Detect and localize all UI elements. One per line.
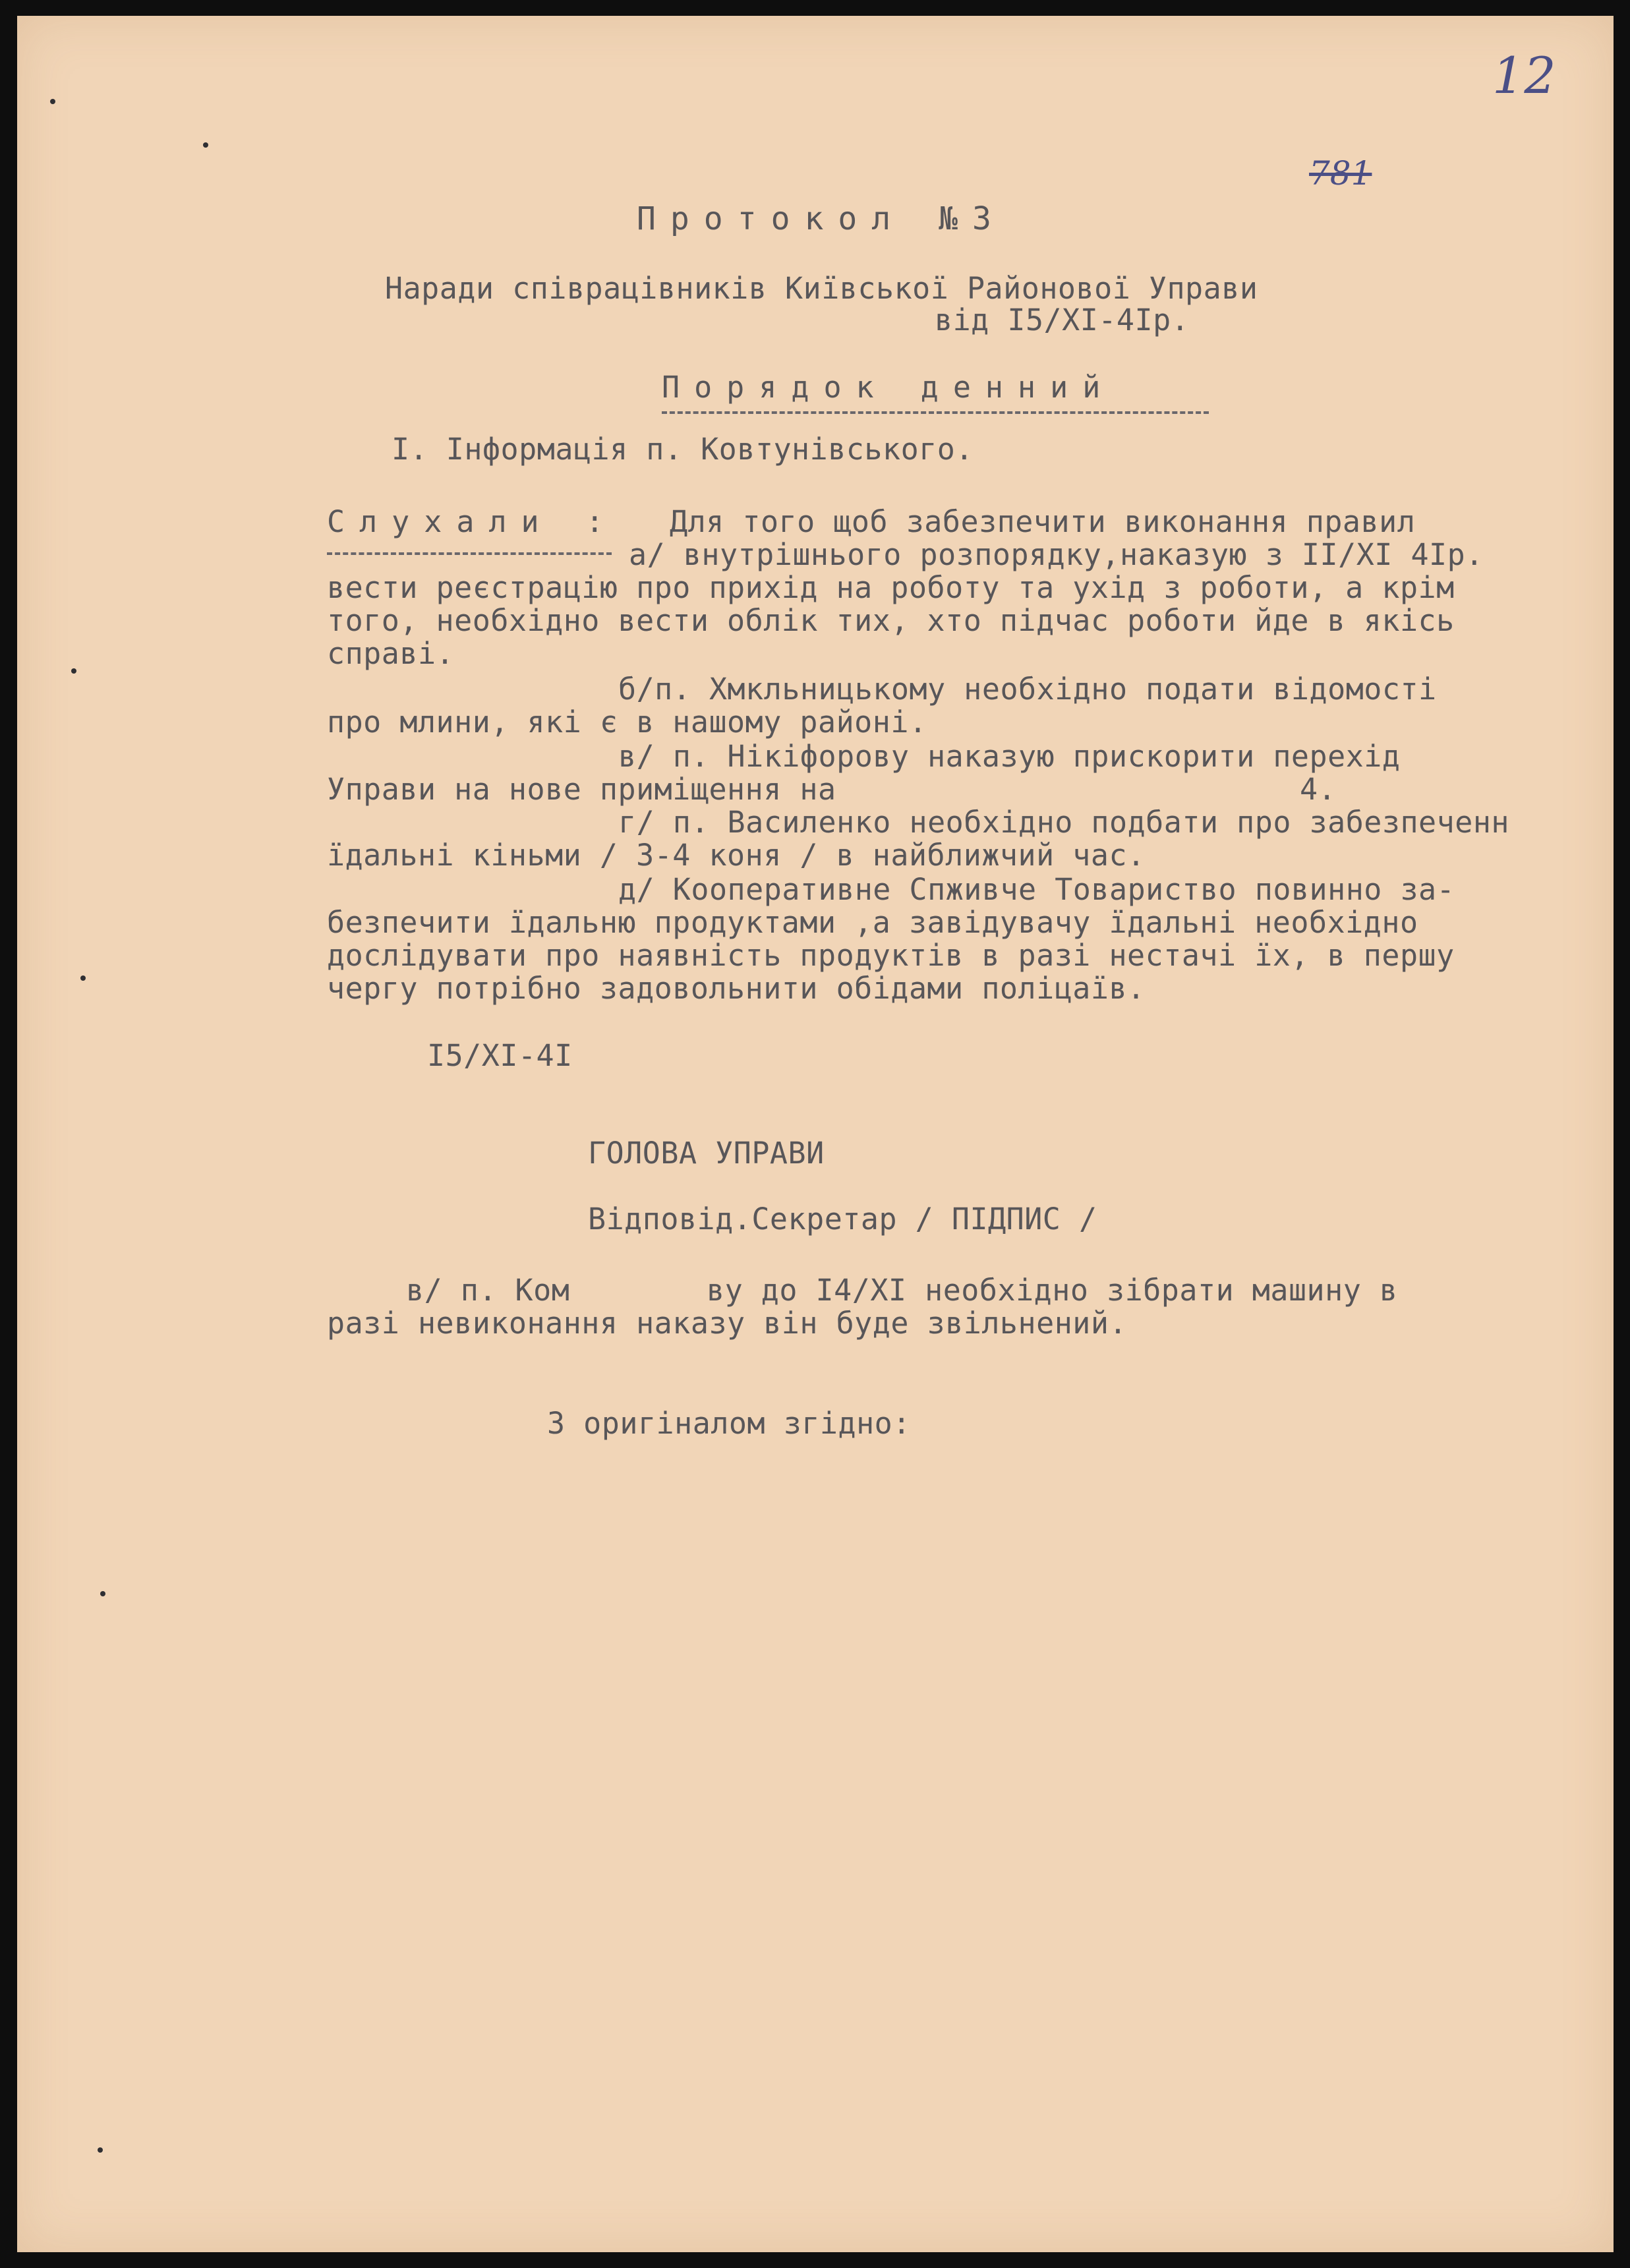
binding-hole-mark bbox=[98, 2147, 103, 2153]
agenda-heading: Порядок денний bbox=[662, 370, 1115, 405]
page-number: 12 bbox=[1492, 46, 1556, 105]
certification: З оригіналом згідно: bbox=[547, 1406, 911, 1441]
body-line-11: їдальні кіньми / 3-4 коня / в найближчий час. bbox=[327, 838, 1146, 873]
agenda-item: І. Інформація п. Ковтунівського. bbox=[392, 432, 974, 467]
document-page bbox=[17, 16, 1614, 2252]
secretary-signature: Відповід.Секретар / ПІДПИС / bbox=[588, 1202, 1097, 1236]
document-date: І5/ХІ-4І bbox=[427, 1038, 573, 1073]
head-signature: ГОЛОВА УПРАВИ bbox=[588, 1136, 825, 1171]
body-line-9: Управи на нове приміщення на bbox=[327, 772, 836, 807]
body-line-6: б/п. Хмкльницькому необхідно подати відомості bbox=[618, 672, 1437, 707]
body-line-13: безпечити їдальню продуктами ,а завідувачу їдальні необхідно bbox=[327, 905, 1418, 940]
body-line-8: в/ п. Нікіфорову наказую прискорити перехід bbox=[618, 739, 1401, 774]
body-line-14: дослідувати про наявність продуктів в разі нестачі їх, в першу bbox=[327, 938, 1455, 973]
body-line-2: а/ внутрішнього розпорядку,наказую з ІІ/ХІ 4Ір. bbox=[629, 537, 1484, 572]
document-title: Протокол №3 bbox=[637, 200, 1006, 237]
binding-hole-mark bbox=[203, 142, 208, 148]
body-line-12: д/ Кооперативне Спживче Товариство повинно за- bbox=[618, 872, 1455, 907]
body-line-9-suffix: 4. bbox=[1300, 772, 1337, 807]
binding-hole-mark bbox=[100, 1591, 105, 1596]
body-line-5: справі. bbox=[327, 636, 455, 671]
heard-label: Слухали : bbox=[327, 504, 618, 539]
heard-label-underline bbox=[327, 552, 612, 555]
binding-hole-mark bbox=[50, 99, 55, 104]
addendum-line2: разі невиконання наказу він буде звільнений. bbox=[327, 1306, 1128, 1341]
document-subtitle-line2: від І5/ХІ-4Ір. bbox=[935, 303, 1190, 337]
body-line-10: г/ п. Василенко необхідно подбати про забезпеченн bbox=[618, 805, 1510, 840]
document-subtitle-line1: Наради співрацівників Київської Районової Управи bbox=[385, 271, 1258, 306]
addendum-line1-end: ву до І4/ХІ необхідно зібрати машину в bbox=[707, 1273, 1398, 1308]
agenda-heading-underline bbox=[662, 411, 1209, 414]
body-line-1: Для того щоб забезпечити виконання правил bbox=[670, 504, 1416, 539]
binding-hole-mark bbox=[71, 668, 76, 674]
body-line-4: того, необхідно вести облік тих, хто підчас роботи йде в якісь bbox=[327, 603, 1455, 638]
archive-number: 781 bbox=[1309, 154, 1372, 192]
body-line-15: чергу потрібно задовольнити обідами поліцаїв. bbox=[327, 971, 1146, 1006]
body-line-3: вести реєстрацію про прихід на роботу та ухід з роботи, а крім bbox=[327, 570, 1455, 605]
addendum-line1-start: в/ п. Ком bbox=[406, 1273, 570, 1308]
body-line-7: про млини, які є в нашому районі. bbox=[327, 705, 927, 740]
binding-hole-mark bbox=[80, 975, 86, 981]
